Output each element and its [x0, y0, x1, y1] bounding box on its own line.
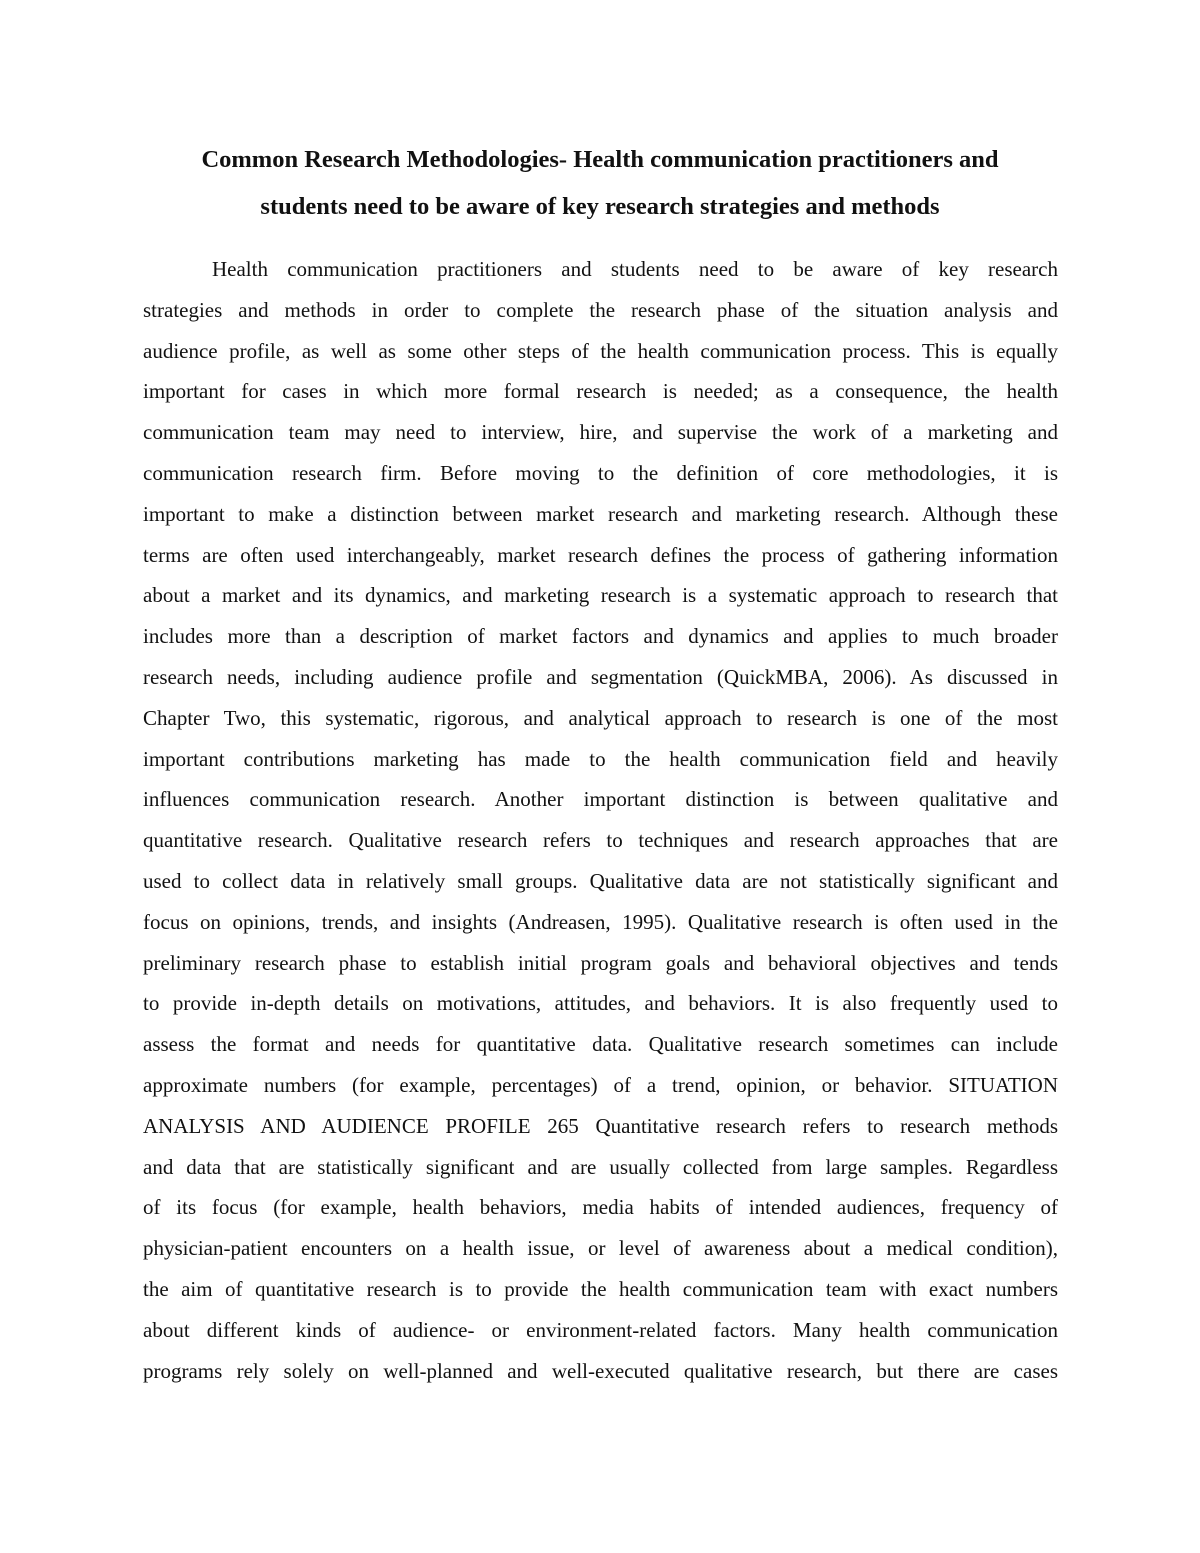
body-text-line: the aim of quantitative research is to provide the health communication team with exact numbers	[143, 1276, 1058, 1301]
body-text-line: important to make a distinction between market research and marketing research. Although these	[143, 501, 1058, 526]
body-text-line: important contributions marketing has made to the health communication field and heavily	[143, 746, 1058, 771]
body-text-line: of its focus (for example, health behaviors, media habits of intended audiences, frequency of	[143, 1195, 1058, 1220]
body-text-line: focus on opinions, trends, and insights (Andreasen, 1995). Qualitative research is often used in the	[143, 909, 1058, 934]
body-text-line: includes more than a description of market factors and dynamics and applies to much broader	[143, 624, 1058, 649]
body-text-line: assess the format and needs for quantitative data. Qualitative research sometimes can include	[143, 1032, 1058, 1057]
body-text-line: quantitative research. Qualitative research refers to techniques and research approaches that are	[143, 828, 1058, 853]
body-text-line: research needs, including audience profile and segmentation (QuickMBA, 2006). As discussed in	[143, 664, 1058, 689]
body-text-line: and data that are statistically significant and are usually collected from large samples. Regardless	[143, 1154, 1058, 1179]
body-text-line: preliminary research phase to establish initial program goals and behavioral objectives and tends	[143, 950, 1058, 975]
body-text-line: approximate numbers (for example, percentages) of a trend, opinion, or behavior. SITUATION	[143, 1072, 1058, 1097]
body-text-line: Chapter Two, this systematic, rigorous, and analytical approach to research is one of the most	[143, 705, 1058, 730]
body-text-line: influences communication research. Another important distinction is between qualitative and	[143, 787, 1058, 812]
body-text-line: about a market and its dynamics, and marketing research is a systematic approach to research that	[143, 583, 1058, 608]
document-title-line: students need to be aware of key research strategies and methods	[260, 193, 940, 220]
document-title	[120, 136, 1080, 230]
body-text-line: terms are often used interchangeably, market research defines the process of gathering information	[143, 542, 1058, 567]
document-title-line: Common Research Methodologies- Health communication practitioners and	[201, 146, 999, 173]
body-text-line: used to collect data in relatively small groups. Qualitative data are not statistically significant and	[143, 868, 1058, 893]
body-text-line: about different kinds of audience- or environment-related factors. Many health communication	[143, 1317, 1058, 1342]
body-text-line: important for cases in which more formal research is needed; as a consequence, the health	[143, 379, 1058, 404]
body-text-line: ANALYSIS AND AUDIENCE PROFILE 265 Quantitative research refers to research methods	[143, 1113, 1058, 1138]
body-text-line: programs rely solely on well-planned and well-executed qualitative research, but there are cases	[143, 1358, 1058, 1383]
body-text-line: Health communication practitioners and students need to be aware of key research	[212, 257, 1058, 281]
body-text-line: strategies and methods in order to complete the research phase of the situation analysis and	[143, 297, 1058, 322]
body-text-line: communication research firm. Before moving to the definition of core methodologies, it is	[143, 460, 1058, 485]
body-text-line: to provide in-depth details on motivations, attitudes, and behaviors. It is also frequently used to	[143, 991, 1058, 1016]
body-text-line: audience profile, as well as some other steps of the health communication process. This is equally	[143, 338, 1058, 363]
body-text-line: physician-patient encounters on a health issue, or level of awareness about a medical condition),	[143, 1236, 1058, 1261]
document-body-paragraph	[143, 249, 1058, 1391]
body-text-line: communication team may need to interview, hire, and supervise the work of a marketing and	[143, 420, 1058, 445]
